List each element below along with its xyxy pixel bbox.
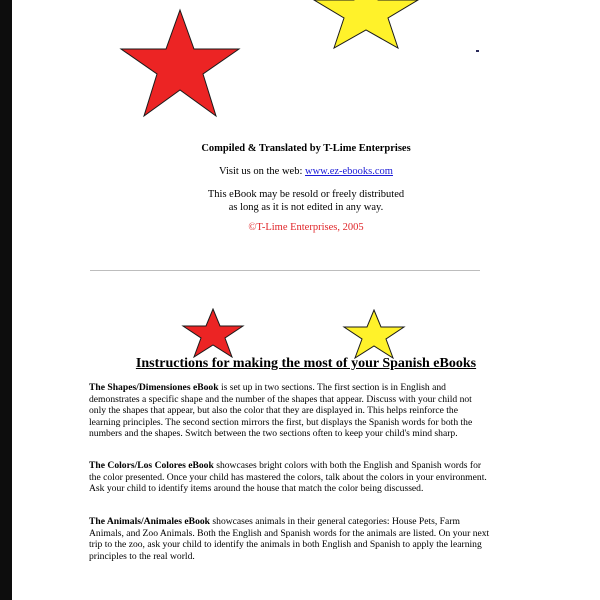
colors-text: showcases bright colors with both the English and Spanish words for the color presented. Once your child has mastered the colors, talk about the colors in your environment. Ask your child to identify items around the house that match the color being discussed. (89, 460, 487, 495)
website-link[interactable]: www.ez-ebooks.com (305, 166, 393, 177)
resale-line-2: as long as it is not edited in any way. (228, 201, 384, 213)
yellow-star-small-icon (342, 309, 406, 359)
colors-paragraph (89, 460, 491, 495)
instructions-heading: Instructions for making the most of your Spanish eBooks (135, 356, 477, 371)
left-edge-bar (0, 0, 12, 600)
document-page (12, 0, 600, 600)
colors-title: The Colors/Los Colores eBook (89, 460, 214, 471)
visit-line (12, 166, 600, 177)
red-star-icon (118, 8, 242, 118)
animals-text: showcases animals in their general categories: House Pets, Farm Animals, and Zoo Animals. Both the English and Spanish words for the animals are listed. On your next trip to the zoo, ask your child to identify the animals in both English and Spanish to apply the learning principles to the real world. (89, 516, 490, 562)
horizontal-divider (90, 270, 480, 271)
visit-prefix: Visit us on the web: (219, 166, 306, 177)
animals-title: The Animals/Animales eBook (89, 516, 211, 527)
resale-notice (12, 189, 600, 214)
shapes-text: is set up in two sections. The first section is in English and demonstrates a specific shape and the number of the shapes that appear. Discuss with your child not only the shapes that appear, but also the color that they are displayed in. This helps reinforce the learning principles. The second section mirrors the first, but displays the Spanish words for both the numbers and the shapes. Switch between the two sections often to keep your child's mind sharp. (89, 382, 473, 440)
stray-mark (476, 50, 479, 52)
animals-paragraph (89, 516, 491, 562)
shapes-title: The Shapes/Dimensiones eBook (89, 382, 219, 393)
red-star-small-icon (181, 308, 245, 358)
shapes-paragraph (89, 382, 491, 440)
copyright-text: ©T-Lime Enterprises, 2005 (248, 222, 364, 233)
resale-line-1: This eBook may be resold or freely distributed (207, 189, 405, 200)
yellow-star-icon (312, 0, 420, 50)
compiled-by-text: Compiled & Translated by T-Lime Enterprises (201, 143, 411, 154)
